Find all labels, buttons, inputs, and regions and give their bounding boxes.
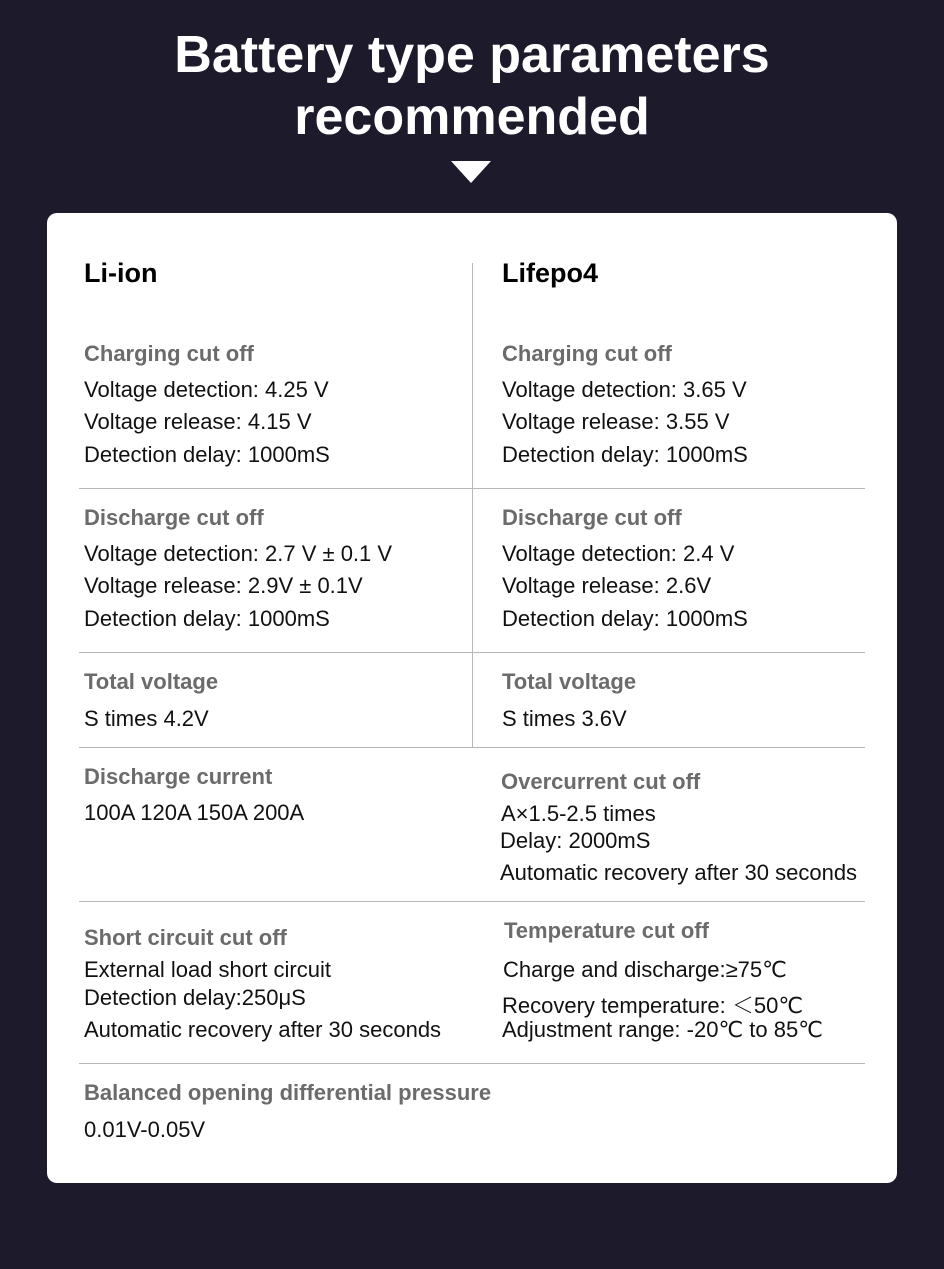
row-divider-1 [79, 488, 865, 489]
lifepo4-charging-detection-delay: Detection delay: 1000mS [502, 442, 748, 467]
lifepo4-discharge-title: Discharge cut off [502, 505, 682, 530]
lifepo4-total-voltage-title: Total voltage [502, 669, 637, 694]
overcurrent-multiplier: A×1.5-2.5 times [501, 801, 656, 826]
row-divider-5 [79, 1063, 865, 1064]
page-title-line-1: Battery type parameters [174, 26, 770, 84]
lifepo4-discharge-detection-delay: Detection delay: 1000mS [502, 606, 748, 631]
short-circuit-recovery: Automatic recovery after 30 seconds [84, 1017, 442, 1042]
lifepo4-total-voltage-value: S times 3.6V [502, 706, 627, 731]
temperature-adjustment-range: Adjustment range: -20℃ to 85℃ [502, 1017, 823, 1042]
column-title-liion: Li-ion [84, 258, 158, 288]
short-circuit-delay: Detection delay:250μS [84, 985, 306, 1010]
row-divider-3 [79, 747, 865, 748]
liion-discharge-voltage-detection: Voltage detection: 2.7 V ± 0.1 V [84, 541, 393, 566]
overcurrent-title: Overcurrent cut off [501, 769, 701, 794]
liion-discharge-voltage-release: Voltage release: 2.9V ± 0.1V [84, 573, 363, 598]
overcurrent-recovery: Automatic recovery after 30 seconds [500, 860, 858, 885]
liion-charging-voltage-release: Voltage release: 4.15 V [84, 409, 312, 434]
short-circuit-title: Short circuit cut off [84, 925, 287, 950]
down-arrow-icon [451, 161, 491, 183]
balance-title: Balanced opening differential pressure [84, 1080, 492, 1105]
liion-charging-voltage-detection: Voltage detection: 4.25 V [84, 377, 329, 402]
temperature-charge-discharge: Charge and discharge:≥75℃ [503, 957, 787, 982]
column-divider [472, 263, 473, 747]
liion-charging-detection-delay: Detection delay: 1000mS [84, 442, 330, 467]
liion-discharge-detection-delay: Detection delay: 1000mS [84, 606, 330, 631]
lifepo4-discharge-voltage-release: Voltage release: 2.6V [502, 573, 712, 598]
lifepo4-discharge-voltage-detection: Voltage detection: 2.4 V [502, 541, 735, 566]
page-title-line-2: recommended [294, 88, 650, 146]
column-title-lifepo4: Lifepo4 [502, 258, 599, 288]
overcurrent-delay: Delay: 2000mS [500, 828, 651, 853]
parameters-card [47, 213, 897, 1183]
lifepo4-charging-title: Charging cut off [502, 341, 672, 366]
row-divider-2 [79, 652, 865, 653]
lifepo4-charging-voltage-release: Voltage release: 3.55 V [502, 409, 730, 434]
short-circuit-load: External load short circuit [84, 957, 331, 982]
liion-total-voltage-title: Total voltage [84, 669, 219, 694]
liion-total-voltage-value: S times 4.2V [84, 706, 209, 731]
temperature-title: Temperature cut off [504, 918, 709, 943]
discharge-current-title: Discharge current [84, 764, 273, 789]
temperature-recovery: Recovery temperature: ＜50℃ [502, 993, 804, 1018]
liion-charging-title: Charging cut off [84, 341, 254, 366]
liion-discharge-title: Discharge cut off [84, 505, 264, 530]
discharge-current-value: 100A 120A 150A 200A [84, 800, 305, 825]
balance-value: 0.01V-0.05V [84, 1117, 206, 1142]
lifepo4-charging-voltage-detection: Voltage detection: 3.65 V [502, 377, 747, 402]
row-divider-4 [79, 901, 865, 902]
